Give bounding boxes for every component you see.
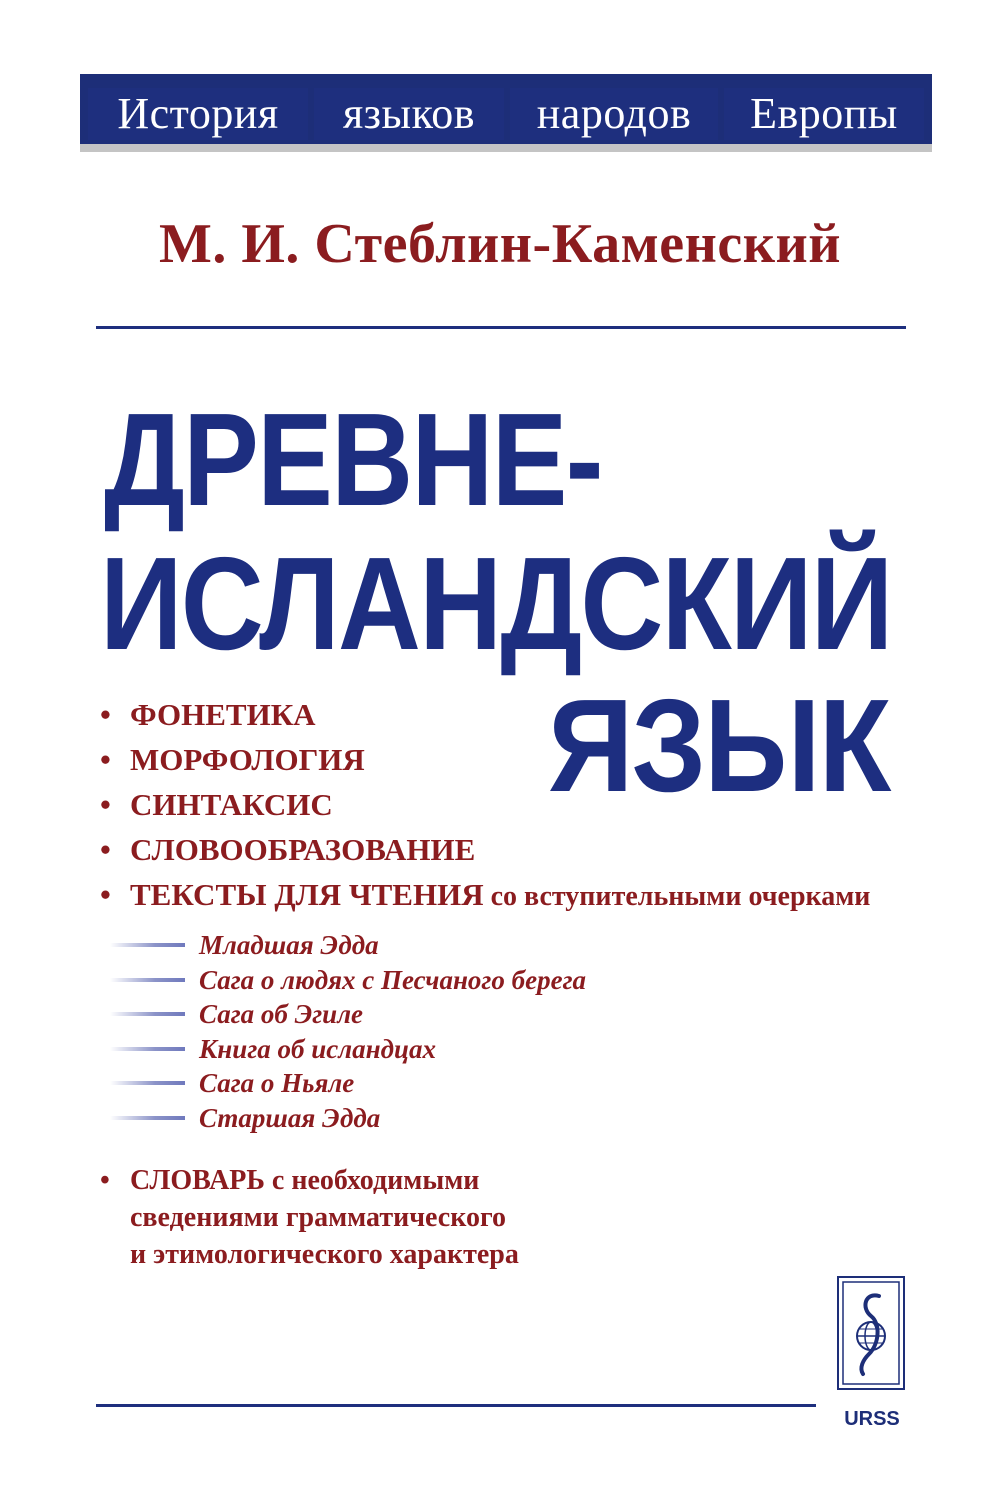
series-word-4: Европы	[724, 88, 924, 140]
dictionary-line-1	[100, 1162, 720, 1199]
dictionary-line-3: и этимологического характера	[130, 1239, 519, 1270]
series-word-2: языков	[314, 88, 504, 140]
topic-label: СЛОВООБРАЗОВАНИЕ	[130, 832, 476, 867]
topic-item	[100, 692, 920, 737]
urss-globe-logo-icon	[837, 1276, 905, 1390]
series-word-1: История	[88, 88, 308, 140]
topics-list	[100, 692, 920, 917]
series-word-3: народов	[510, 88, 718, 140]
reading-text-item	[100, 1066, 700, 1101]
topic-item	[100, 737, 920, 782]
reading-text-title: Старшая Эдда	[199, 1102, 381, 1133]
topic-label: МОРФОЛОГИЯ	[130, 742, 365, 777]
reading-text-title: Книга об исландцах	[199, 1033, 437, 1064]
reading-text-title: Сага об Эгиле	[199, 999, 364, 1029]
topic-item	[100, 827, 920, 872]
reading-text-item	[100, 928, 700, 963]
topic-label: ФОНЕТИКА	[130, 697, 316, 732]
publisher-logo-graphic	[839, 1278, 903, 1388]
topic-label: СИНТАКСИС	[130, 787, 333, 822]
reading-texts-list	[100, 928, 700, 1135]
title-line-1: ДРЕВНЕ-	[104, 386, 602, 533]
reading-text-item	[100, 963, 700, 998]
dash-marker	[110, 978, 185, 982]
title-line-3: ЯЗЫК	[548, 672, 890, 819]
bullet-icon: •	[100, 742, 111, 777]
bullet-icon: •	[100, 697, 111, 732]
publisher-name: URSS	[844, 1408, 900, 1430]
dictionary-text: СЛОВАРЬ с необходимыми	[130, 1165, 480, 1196]
topic-item	[100, 872, 920, 917]
reading-text-item	[100, 997, 700, 1032]
dash-marker	[110, 1047, 185, 1051]
dash-marker	[110, 1012, 185, 1016]
dictionary-line-2: сведениями грамматического	[130, 1202, 506, 1233]
reading-text-title: Сага о Ньяле	[199, 1068, 355, 1098]
dictionary-note	[100, 1162, 720, 1273]
bottom-divider	[96, 1404, 816, 1407]
bullet-icon: •	[100, 787, 111, 822]
topic-label: ТЕКСТЫ ДЛЯ ЧТЕНИЯ	[130, 877, 484, 912]
reading-text-item	[100, 1032, 700, 1067]
dash-marker	[110, 1081, 185, 1085]
bullet-icon: •	[100, 877, 111, 912]
series-banner-shadow	[80, 144, 932, 152]
reading-text-title: Младшая Эдда	[199, 930, 379, 960]
author-name: М. И. Стеблин-Каменский	[159, 213, 841, 275]
top-divider	[96, 326, 906, 329]
dash-marker	[110, 1116, 185, 1120]
topic-suffix: со вступительными очерками	[483, 881, 871, 912]
bullet-icon: •	[100, 832, 111, 867]
reading-text-item	[100, 1101, 700, 1136]
bullet-icon: •	[100, 1165, 110, 1196]
reading-text-title: Сага о людях с Песчаного берега	[199, 964, 587, 995]
dash-marker	[110, 943, 185, 947]
topic-item	[100, 782, 920, 827]
title-line-2: ИСЛАНДСКИЙ	[100, 530, 892, 677]
